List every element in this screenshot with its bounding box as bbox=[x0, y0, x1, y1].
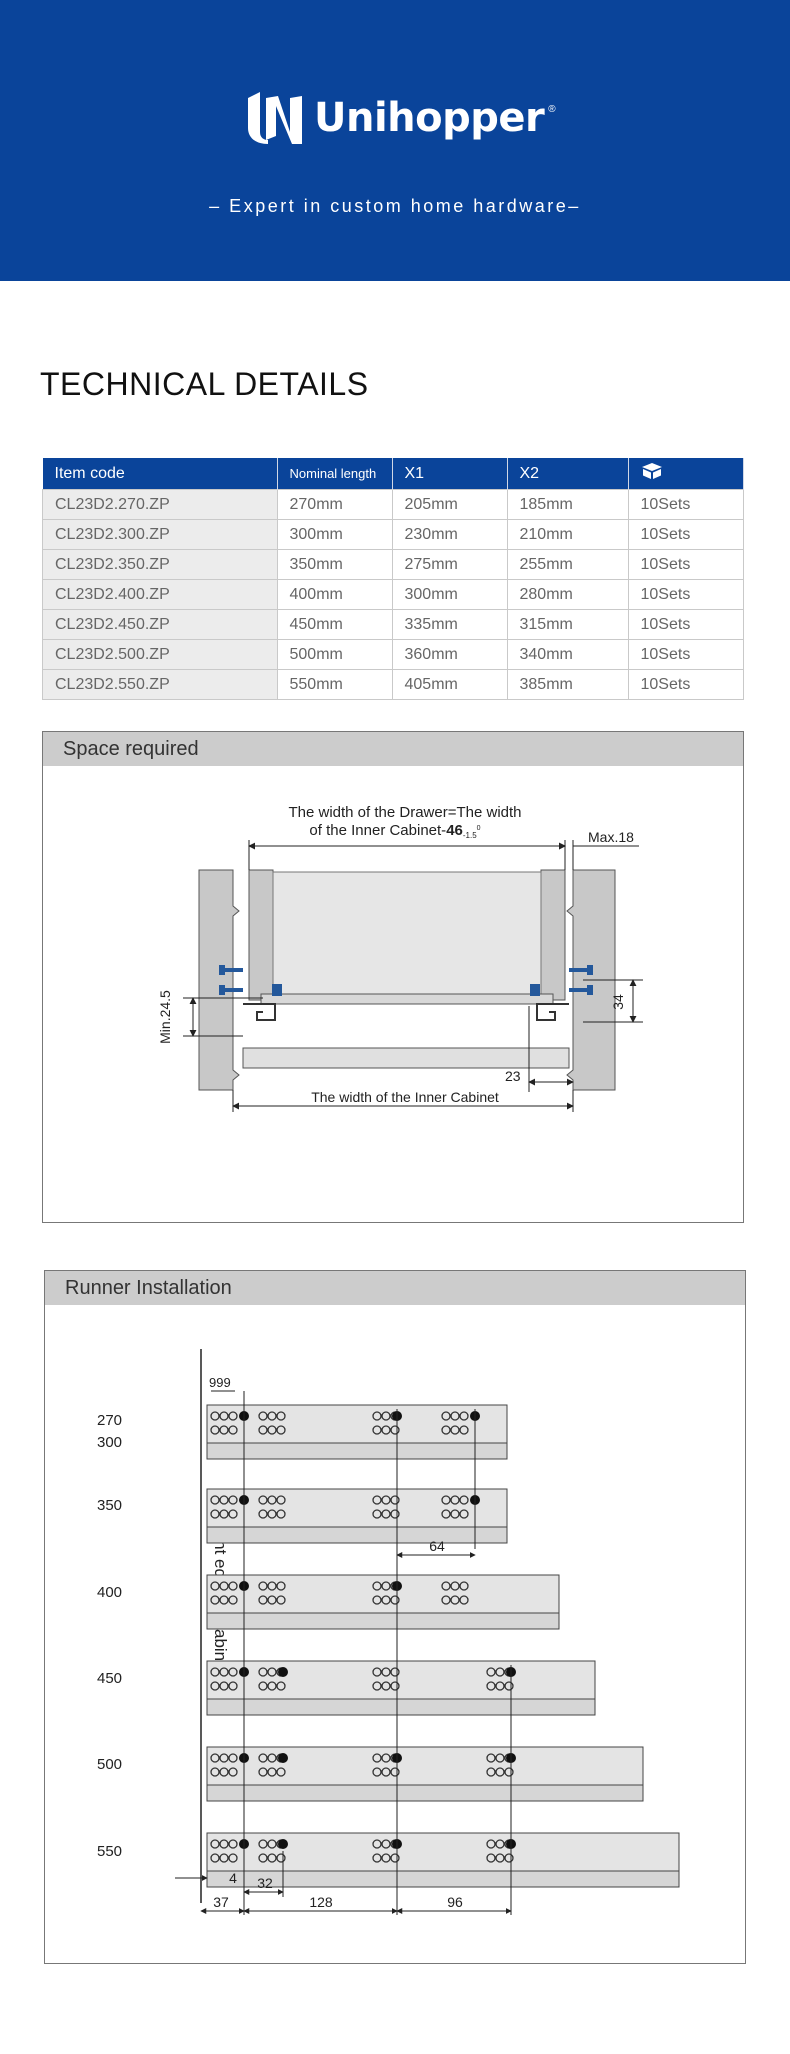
cabinet-bottom bbox=[243, 1048, 569, 1068]
cell-item-code: CL23D2.300.ZP bbox=[43, 520, 278, 550]
runner-450 bbox=[207, 1661, 595, 1715]
dim-37-label: 37 bbox=[213, 1894, 229, 1910]
cell-length: 300mm bbox=[277, 520, 392, 550]
cell-length: 350mm bbox=[277, 550, 392, 580]
min-label: Min.24.5 bbox=[157, 990, 173, 1044]
cell-length: 400mm bbox=[277, 580, 392, 610]
dim-34-label: 34 bbox=[610, 994, 626, 1010]
cell-x1: 275mm bbox=[392, 550, 507, 580]
table-row bbox=[43, 520, 744, 550]
table-row bbox=[43, 550, 744, 580]
table-row bbox=[43, 490, 744, 520]
col-package bbox=[628, 458, 744, 490]
runner-350 bbox=[207, 1489, 507, 1543]
cell-package: 10Sets bbox=[628, 550, 744, 580]
runner-installation-diagram bbox=[45, 1305, 745, 1961]
length-400: 400 bbox=[97, 1584, 123, 1601]
right-slide bbox=[537, 1004, 569, 1020]
dim-23-label: 23 bbox=[505, 1068, 521, 1084]
dim-128-label: 128 bbox=[309, 1894, 333, 1910]
tagline: – Expert in custom home hardware– bbox=[209, 196, 581, 216]
dim-96-label: 96 bbox=[447, 1894, 463, 1910]
length-270: 270 bbox=[97, 1412, 123, 1429]
drawer-width-text-1: The width of the Drawer=The width bbox=[288, 804, 522, 821]
cell-package: 10Sets bbox=[628, 640, 744, 670]
table-row bbox=[43, 670, 744, 700]
cell-package: 10Sets bbox=[628, 520, 744, 550]
drawer-front bbox=[273, 872, 541, 994]
cell-x2: 210mm bbox=[507, 520, 628, 550]
left-cabinet-wall bbox=[199, 870, 239, 1090]
drawer-left-side bbox=[249, 870, 273, 1000]
cell-length: 550mm bbox=[277, 670, 392, 700]
length-500: 500 bbox=[97, 1756, 123, 1773]
cell-package: 10Sets bbox=[628, 670, 744, 700]
table-row bbox=[43, 580, 744, 610]
dim-64-label: 64 bbox=[429, 1538, 445, 1554]
length-300: 300 bbox=[97, 1434, 123, 1451]
box-icon bbox=[641, 462, 663, 480]
brand-name: Unihopper bbox=[314, 95, 545, 141]
runner-400 bbox=[207, 1575, 559, 1629]
cell-x2: 315mm bbox=[507, 610, 628, 640]
inner-cabinet-label: The width of the Inner Cabinet bbox=[311, 1089, 499, 1105]
left-slide bbox=[243, 1004, 275, 1020]
dim-32-label: 32 bbox=[257, 1875, 273, 1891]
length-450: 450 bbox=[97, 1670, 123, 1687]
cell-x2: 255mm bbox=[507, 550, 628, 580]
runner-500 bbox=[207, 1747, 643, 1801]
space-required-panel bbox=[42, 731, 744, 1223]
cell-x2: 185mm bbox=[507, 490, 628, 520]
table-row bbox=[43, 610, 744, 640]
cell-item-code: CL23D2.270.ZP bbox=[43, 490, 278, 520]
header-banner bbox=[0, 0, 790, 281]
cell-package: 10Sets bbox=[628, 490, 744, 520]
right-lock bbox=[530, 984, 540, 996]
length-550: 550 bbox=[97, 1843, 123, 1860]
cell-item-code: CL23D2.400.ZP bbox=[43, 580, 278, 610]
cell-x2: 385mm bbox=[507, 670, 628, 700]
cell-x1: 300mm bbox=[392, 580, 507, 610]
dim-4-label: 4 bbox=[229, 1870, 237, 1886]
table-header-row bbox=[43, 458, 744, 490]
col-x1: X1 bbox=[392, 458, 507, 490]
space-required-diagram bbox=[43, 766, 743, 1221]
drawer-width-text-2: of the Inner Cabinet-$46_{-1.5}^0$ bbox=[309, 822, 481, 840]
cell-x1: 335mm bbox=[392, 610, 507, 640]
cell-package: 10Sets bbox=[628, 610, 744, 640]
space-required-title: Space required bbox=[43, 732, 743, 766]
section-title: TECHNICAL DETAILS bbox=[40, 366, 369, 402]
cell-x1: 360mm bbox=[392, 640, 507, 670]
drawer-right-side bbox=[541, 870, 565, 1000]
runner-550 bbox=[207, 1833, 679, 1887]
max-label: Max.18 bbox=[588, 829, 634, 845]
col-item-code: Item code bbox=[43, 458, 278, 490]
cell-x1: 230mm bbox=[392, 520, 507, 550]
cell-x2: 340mm bbox=[507, 640, 628, 670]
runner-installation-title: Runner Installation bbox=[45, 1271, 745, 1305]
brand-logo[interactable] bbox=[246, 92, 556, 144]
drawer-bottom bbox=[261, 994, 553, 1004]
cell-length: 270mm bbox=[277, 490, 392, 520]
registered-mark: ® bbox=[548, 103, 556, 115]
logo-mark-icon bbox=[246, 92, 304, 144]
table-row bbox=[43, 640, 744, 670]
cell-x1: 405mm bbox=[392, 670, 507, 700]
spec-table bbox=[42, 458, 744, 700]
dim-999-label: 999 bbox=[209, 1375, 231, 1390]
cell-x2: 280mm bbox=[507, 580, 628, 610]
cell-item-code: CL23D2.350.ZP bbox=[43, 550, 278, 580]
cell-item-code: CL23D2.550.ZP bbox=[43, 670, 278, 700]
runner-270-300 bbox=[207, 1405, 507, 1459]
col-nominal-length: Nominal length bbox=[277, 458, 392, 490]
cell-length: 450mm bbox=[277, 610, 392, 640]
left-lock bbox=[272, 984, 282, 996]
cell-x1: 205mm bbox=[392, 490, 507, 520]
cell-item-code: CL23D2.500.ZP bbox=[43, 640, 278, 670]
cell-item-code: CL23D2.450.ZP bbox=[43, 610, 278, 640]
length-350: 350 bbox=[97, 1497, 123, 1514]
col-x2: X2 bbox=[507, 458, 628, 490]
cell-package: 10Sets bbox=[628, 580, 744, 610]
cell-length: 500mm bbox=[277, 640, 392, 670]
runner-installation-panel bbox=[44, 1270, 746, 1964]
